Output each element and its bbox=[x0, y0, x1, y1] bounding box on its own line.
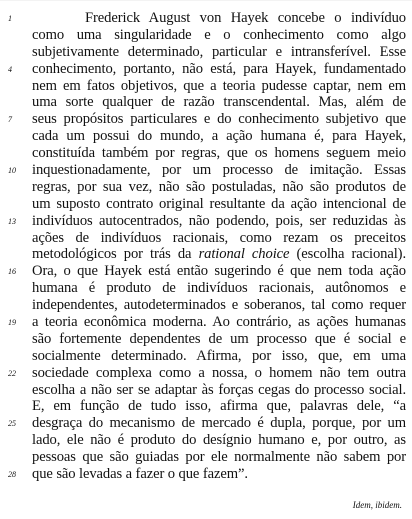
text-line: metodológicos por trás da rational choice (escolha racional). bbox=[32, 246, 406, 263]
rational-choice-term: rational choice bbox=[198, 246, 290, 263]
text-line: pessoas que são guiadas por ele normalmente não sabem por bbox=[32, 449, 406, 466]
text-line: 7 seus propósitos particulares e do conhecimento subjetivo que bbox=[8, 111, 406, 128]
text-line: uma sorte qualquer de razão transcendental. Mas, além de bbox=[32, 94, 406, 111]
text-line: 22 sociedade complexa como a nossa, o homem não tem outra bbox=[8, 364, 406, 381]
text-line: socialmente determinado. Afirma, por isso, que, em uma bbox=[32, 347, 406, 364]
line-number: 19 bbox=[8, 318, 16, 328]
line-number: 10 bbox=[8, 166, 16, 176]
line-number: 25 bbox=[8, 419, 16, 429]
text-line: constituída também por regras, que os homens seguem meio bbox=[32, 145, 406, 162]
line-number: 16 bbox=[8, 267, 16, 277]
line-number: 4 bbox=[8, 64, 12, 74]
text-line: humana é produto de indivíduos racionais, autônomos e bbox=[32, 280, 406, 297]
text-line: lado, ele não é produto do desígnio humano e, por outro, as bbox=[32, 432, 406, 449]
line-number: 7 bbox=[8, 115, 12, 125]
paragraph-text bbox=[8, 10, 406, 483]
line-number: 22 bbox=[8, 368, 16, 378]
text-line: independentes, autodeterminados e soberanos, tal como requer bbox=[32, 297, 406, 314]
text-line: regras, por sua vez, não são postuladas, não são produtos de bbox=[32, 178, 406, 195]
line-number: 1 bbox=[8, 14, 12, 23]
text-line: 4 conhecimento, portanto, não está, para Hayek, fundamentado bbox=[8, 60, 406, 77]
line-number: 13 bbox=[8, 216, 16, 226]
text-line: nem em fatos objetivos, que a teoria pudesse captar, nem em bbox=[32, 77, 406, 94]
top-edge-mark bbox=[0, 0, 412, 1]
text-line: cada um possui do mundo, a ação humana é, para Hayek, bbox=[32, 128, 406, 145]
text-line: 19 a teoria econômica moderna. Ao contrário, as ações humanas bbox=[8, 314, 406, 331]
line-number: 28 bbox=[8, 470, 16, 480]
text-line: 1 Frederick August von Hayek concebe o indivíduo bbox=[8, 10, 406, 26]
text-line: um suposto contrato original resultante da ação intencional de bbox=[32, 195, 406, 212]
text-line: escolha a não ser se adaptar às forças cegas do processo social. bbox=[32, 381, 406, 398]
text-line: 10 inquestionadamente, por um processo de imitação. Essas bbox=[8, 162, 406, 179]
text-line: são fortemente dependentes de um processo que é social e bbox=[32, 330, 406, 347]
text-line: subjetivamente determinado, particular e intransferível. Esse bbox=[32, 43, 406, 60]
text-line: 28 que são levadas a fazer o que fazem”. bbox=[8, 466, 248, 483]
text-line: 16 Ora, o que Hayek está então sugerindo é que nem toda ação bbox=[8, 263, 406, 280]
text-line: 13 indivíduos autocentrados, não podendo, pois, ser reduzidas às bbox=[8, 212, 406, 229]
citation-footnote: Idem, ibidem. bbox=[352, 500, 402, 510]
text-line: 25 desgraça do mecanismo de mercado é dupla, porque, por um bbox=[8, 415, 406, 432]
text-line: E, em função de tudo isso, afirma que, palavras dele, “a bbox=[32, 398, 406, 415]
text-line: como uma singularidade e o conhecimento como algo bbox=[32, 26, 406, 43]
text-line: ações de indivíduos racionais, como rezam os preceitos bbox=[32, 229, 406, 246]
